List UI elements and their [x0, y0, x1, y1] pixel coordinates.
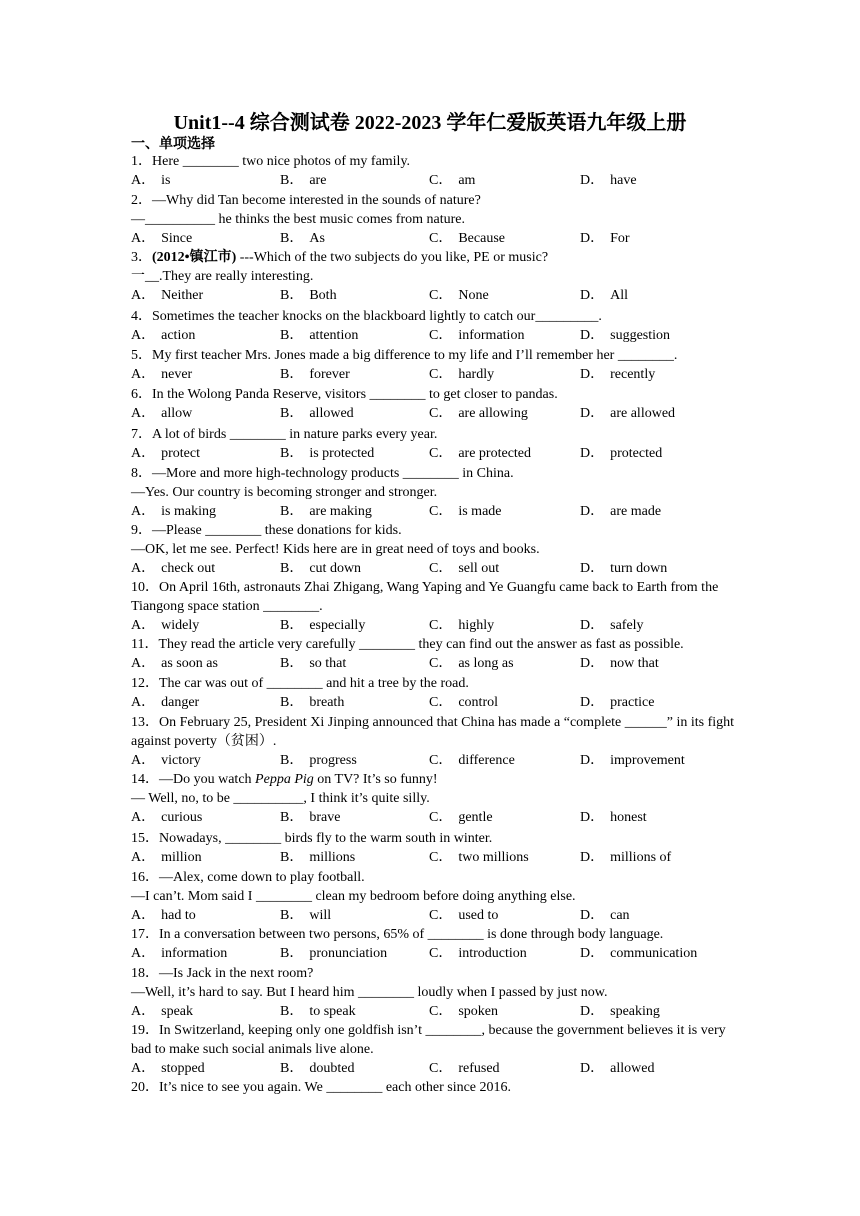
option-letter: C．	[429, 367, 453, 382]
option-letter: B．	[280, 946, 304, 961]
option-letter: D．	[580, 173, 605, 188]
option-d[interactable]	[580, 171, 637, 190]
option-a[interactable]	[131, 751, 201, 770]
question-text: 10．On April 16th, astronauts Zhai Zhigang, Wang Yaping and Ye Guangfu came back to Earth from the Tiangong space station ________.	[131, 580, 719, 614]
option-letter: D．	[580, 446, 605, 461]
option-letter: A．	[131, 1061, 156, 1076]
option-text: action	[161, 328, 196, 343]
option-d[interactable]	[580, 906, 630, 925]
option-letter: B．	[280, 231, 304, 246]
option-c[interactable]	[429, 502, 502, 521]
option-text: curious	[161, 810, 203, 825]
option-b[interactable]	[280, 616, 365, 635]
option-letter: A．	[131, 446, 156, 461]
option-text: Both	[309, 288, 337, 303]
section-heading: 一、单项选择	[131, 137, 215, 152]
option-text: pronunciation	[309, 946, 388, 961]
option-letter: C．	[429, 908, 453, 923]
option-a[interactable]	[131, 616, 199, 635]
option-letter: D．	[580, 504, 605, 519]
option-b[interactable]	[280, 1059, 354, 1078]
option-letter: D．	[580, 753, 605, 768]
option-letter: D．	[580, 850, 605, 865]
options-row	[131, 693, 736, 712]
options-row	[131, 848, 736, 867]
option-letter: C．	[429, 695, 453, 710]
option-b[interactable]	[280, 229, 325, 248]
question-text: 一__.They are really interesting.	[131, 269, 314, 284]
option-text: millions	[309, 850, 356, 865]
option-text: stopped	[161, 1061, 205, 1076]
question-text: 17．In a conversation between two persons, 65% of ________ is done through body language.	[131, 927, 664, 942]
option-d[interactable]	[580, 326, 670, 345]
option-text: had to	[161, 908, 196, 923]
option-c[interactable]	[429, 1002, 498, 1021]
option-d[interactable]	[580, 1059, 654, 1078]
option-text: are	[309, 173, 327, 188]
option-c[interactable]	[429, 693, 498, 712]
question-text: 9．—Please ________ these donations for kids.	[131, 523, 402, 538]
question-text: —Yes. Our country is becoming stronger and stronger.	[131, 485, 438, 500]
question-text: 16．—Alex, come down to play football.	[131, 870, 365, 885]
option-text: Neither	[161, 288, 204, 303]
options-row	[131, 326, 736, 345]
option-b[interactable]	[280, 654, 346, 673]
option-letter: A．	[131, 753, 156, 768]
option-letter: C．	[429, 231, 453, 246]
option-text: widely	[161, 618, 200, 633]
option-letter: B．	[280, 406, 304, 421]
option-letter: B．	[280, 908, 304, 923]
option-d[interactable]	[580, 286, 628, 305]
question-text: 13．On February 25, President Xi Jinping announced that China has made a “complete ______” in its fight against poverty（贫困）.	[131, 715, 735, 749]
source-tag: (2012•镇江市)	[152, 250, 237, 265]
option-c[interactable]	[429, 171, 475, 190]
option-letter: D．	[580, 367, 605, 382]
option-text: allowed	[309, 406, 354, 421]
question-text: 11．They read the article very carefully ________ they can find out the answer as fast as possible.	[131, 637, 684, 652]
option-text: now that	[610, 656, 659, 671]
option-letter: B．	[280, 656, 304, 671]
option-letter: A．	[131, 406, 156, 421]
question-text: —Well, it’s hard to say. But I heard him ________ loudly when I passed by just now.	[131, 985, 608, 1000]
option-letter: C．	[429, 753, 453, 768]
option-c[interactable]	[429, 229, 505, 248]
question-text: —I can’t. Mom said I ________ clean my bedroom before doing anything else.	[131, 889, 576, 904]
option-d[interactable]	[580, 444, 662, 463]
option-text: forever	[309, 367, 350, 382]
question-text: 20．It’s nice to see you again. We ________ each other since 2016.	[131, 1080, 512, 1095]
option-text: honest	[610, 810, 647, 825]
option-letter: A．	[131, 504, 156, 519]
option-text: to speak	[309, 1004, 356, 1019]
option-letter: A．	[131, 618, 156, 633]
option-c[interactable]	[429, 365, 494, 384]
option-text: as soon as	[161, 656, 218, 671]
option-letter: B．	[280, 504, 304, 519]
option-letter: D．	[580, 328, 605, 343]
option-a[interactable]	[131, 365, 192, 384]
option-b[interactable]	[280, 1002, 356, 1021]
option-b[interactable]	[280, 404, 354, 423]
option-letter: C．	[429, 946, 453, 961]
option-letter: C．	[429, 406, 453, 421]
option-letter: C．	[429, 1061, 453, 1076]
option-letter: B．	[280, 446, 304, 461]
question-text: 14．—Do you watch Peppa Pig on TV? It’s so funny!	[131, 772, 438, 787]
option-a[interactable]	[131, 286, 203, 305]
question-14	[131, 770, 736, 827]
option-c[interactable]	[429, 326, 524, 345]
question-text: 3．(2012•镇江市) ---Which of the two subjects do you like, PE or music?	[131, 250, 549, 265]
option-letter: C．	[429, 850, 453, 865]
question-3	[131, 248, 736, 305]
question-19	[131, 1021, 736, 1078]
question-4	[131, 307, 736, 345]
option-c[interactable]	[429, 286, 489, 305]
option-letter: C．	[429, 656, 453, 671]
option-text: cut down	[309, 561, 362, 576]
option-text: check out	[161, 561, 216, 576]
options-row	[131, 559, 736, 578]
option-c[interactable]	[429, 404, 528, 423]
option-text: practice	[610, 695, 655, 710]
options-row	[131, 808, 736, 827]
option-text: danger	[161, 695, 200, 710]
option-text: is	[161, 173, 171, 188]
option-letter: B．	[280, 561, 304, 576]
option-letter: C．	[429, 173, 453, 188]
option-d[interactable]	[580, 365, 655, 384]
option-letter: B．	[280, 328, 304, 343]
question-text: 19．In Switzerland, keeping only one goldfish isn’t ________, because the government believes it is very bad to make such social animals live alone.	[131, 1023, 726, 1057]
option-text: Since	[161, 231, 193, 246]
question-text: 7．A lot of birds ________ in nature parks every year.	[131, 427, 438, 442]
option-text: are allowed	[610, 406, 676, 421]
option-letter: D．	[580, 406, 605, 421]
option-text: millions of	[610, 850, 672, 865]
option-letter: A．	[131, 850, 156, 865]
question-text: 8．—More and more high-technology products ________ in China.	[131, 466, 514, 481]
option-text: information	[458, 328, 525, 343]
option-text: never	[161, 367, 193, 382]
option-text: spoken	[458, 1004, 499, 1019]
option-a[interactable]	[131, 654, 218, 673]
option-text: breath	[309, 695, 345, 710]
option-letter: D．	[580, 1004, 605, 1019]
question-text: —OK, let me see. Perfect! Kids here are in great need of toys and books.	[131, 542, 540, 557]
option-c[interactable]	[429, 444, 531, 463]
option-b[interactable]	[280, 906, 331, 925]
option-d[interactable]	[580, 944, 697, 963]
option-c[interactable]	[429, 848, 529, 867]
option-letter: A．	[131, 367, 156, 382]
options-row	[131, 616, 736, 635]
question-16	[131, 868, 736, 925]
option-text: allow	[161, 406, 193, 421]
options-row	[131, 906, 736, 925]
option-letter: C．	[429, 810, 453, 825]
option-text: so that	[309, 656, 347, 671]
option-letter: A．	[131, 1004, 156, 1019]
option-text: protect	[161, 446, 200, 461]
option-letter: C．	[429, 328, 453, 343]
option-d[interactable]	[580, 654, 659, 673]
options-row	[131, 404, 736, 423]
question-20	[131, 1078, 736, 1097]
option-letter: D．	[580, 288, 605, 303]
options-row	[131, 286, 736, 305]
question-text: 1．Here ________ two nice photos of my family.	[131, 154, 411, 169]
option-text: are making	[309, 504, 372, 519]
option-a[interactable]	[131, 1059, 205, 1078]
option-b[interactable]	[280, 444, 374, 463]
question-13	[131, 713, 736, 770]
option-letter: A．	[131, 656, 156, 671]
option-letter: C．	[429, 446, 453, 461]
option-a[interactable]	[131, 326, 195, 345]
option-b[interactable]	[280, 944, 387, 963]
question-11	[131, 635, 736, 673]
option-text: For	[610, 231, 630, 246]
option-a[interactable]	[131, 1002, 193, 1021]
option-c[interactable]	[429, 906, 498, 925]
option-text: used to	[458, 908, 499, 923]
option-letter: B．	[280, 1061, 304, 1076]
options-row	[131, 1059, 736, 1078]
option-d[interactable]	[580, 404, 675, 423]
option-letter: D．	[580, 231, 605, 246]
option-letter: A．	[131, 288, 156, 303]
option-text: are allowing	[458, 406, 528, 421]
option-text: especially	[309, 618, 366, 633]
option-letter: B．	[280, 850, 304, 865]
option-a[interactable]	[131, 502, 216, 521]
option-text: communication	[610, 946, 698, 961]
option-b[interactable]	[280, 751, 357, 770]
question-6	[131, 385, 736, 423]
option-text: refused	[458, 1061, 500, 1076]
option-c[interactable]	[429, 751, 515, 770]
option-a[interactable]	[131, 848, 202, 867]
options-row	[131, 229, 736, 248]
option-text: is made	[458, 504, 502, 519]
option-a[interactable]	[131, 404, 192, 423]
option-text: turn down	[610, 561, 668, 576]
option-b[interactable]	[280, 693, 344, 712]
option-a[interactable]	[131, 944, 227, 963]
option-text: hardly	[458, 367, 495, 382]
option-text: speak	[161, 1004, 194, 1019]
option-letter: A．	[131, 173, 156, 188]
option-d[interactable]	[580, 616, 644, 635]
question-text: 4．Sometimes the teacher knocks on the blackboard lightly to catch our_________.	[131, 309, 602, 324]
option-text: is making	[161, 504, 216, 519]
option-letter: B．	[280, 288, 304, 303]
option-a[interactable]	[131, 171, 170, 190]
question-text: 2．—Why did Tan become interested in the sounds of nature?	[131, 193, 481, 208]
option-letter: A．	[131, 908, 156, 923]
option-text: sell out	[458, 561, 500, 576]
option-text: improvement	[610, 753, 685, 768]
option-letter: B．	[280, 753, 304, 768]
option-c[interactable]	[429, 654, 514, 673]
options-row	[131, 1002, 736, 1021]
option-b[interactable]	[280, 848, 355, 867]
option-letter: D．	[580, 618, 605, 633]
option-b[interactable]	[280, 559, 361, 578]
option-text: doubted	[309, 1061, 355, 1076]
option-text: progress	[309, 753, 357, 768]
option-text: is protected	[309, 446, 375, 461]
option-d[interactable]	[580, 1002, 660, 1021]
option-text: attention	[309, 328, 359, 343]
option-text: million	[161, 850, 202, 865]
option-d[interactable]	[580, 693, 654, 712]
option-c[interactable]	[429, 808, 493, 827]
question-12	[131, 674, 736, 712]
option-letter: B．	[280, 173, 304, 188]
option-c[interactable]	[429, 559, 499, 578]
options-row	[131, 365, 736, 384]
option-letter: D．	[580, 695, 605, 710]
option-b[interactable]	[280, 365, 350, 384]
option-text: information	[161, 946, 228, 961]
option-letter: D．	[580, 810, 605, 825]
options-row	[131, 444, 736, 463]
option-letter: C．	[429, 504, 453, 519]
options-row	[131, 502, 736, 521]
option-text: will	[309, 908, 332, 923]
option-c[interactable]	[429, 616, 494, 635]
option-b[interactable]	[280, 286, 337, 305]
option-text: protected	[610, 446, 663, 461]
option-text: introduction	[458, 946, 527, 961]
option-letter: A．	[131, 561, 156, 576]
option-a[interactable]	[131, 693, 199, 712]
option-letter: D．	[580, 908, 605, 923]
option-letter: C．	[429, 1004, 453, 1019]
question-15	[131, 829, 736, 867]
option-letter: A．	[131, 810, 156, 825]
question-10	[131, 578, 736, 635]
question-text: — Well, no, to be __________, I think it’s quite silly.	[131, 791, 430, 806]
option-b[interactable]	[280, 326, 358, 345]
option-a[interactable]	[131, 559, 215, 578]
option-letter: B．	[280, 1004, 304, 1019]
option-letter: B．	[280, 367, 304, 382]
option-letter: A．	[131, 231, 156, 246]
option-text: Because	[458, 231, 505, 246]
options-row	[131, 171, 736, 190]
option-letter: B．	[280, 695, 304, 710]
option-a[interactable]	[131, 444, 200, 463]
question-text: 18．—Is Jack in the next room?	[131, 966, 314, 981]
option-text: two millions	[458, 850, 529, 865]
option-d[interactable]	[580, 229, 630, 248]
option-letter: B．	[280, 810, 304, 825]
option-letter: C．	[429, 561, 453, 576]
option-letter: A．	[131, 946, 156, 961]
question-7	[131, 425, 736, 463]
option-c[interactable]	[429, 1059, 500, 1078]
option-text: victory	[161, 753, 201, 768]
option-b[interactable]	[280, 502, 372, 521]
option-letter: D．	[580, 946, 605, 961]
option-a[interactable]	[131, 906, 196, 925]
option-text: difference	[458, 753, 515, 768]
option-text: control	[458, 695, 498, 710]
option-text: None	[458, 288, 489, 303]
options-row	[131, 751, 736, 770]
option-c[interactable]	[429, 944, 527, 963]
option-text: As	[309, 231, 325, 246]
question-text: 6．In the Wolong Panda Reserve, visitors ________ to get closer to pandas.	[131, 387, 558, 402]
option-d[interactable]	[580, 848, 671, 867]
option-d[interactable]	[580, 751, 685, 770]
question-17	[131, 925, 736, 963]
question-9	[131, 521, 736, 578]
option-text: All	[610, 288, 629, 303]
question-8	[131, 464, 736, 521]
option-b[interactable]	[280, 171, 326, 190]
question-text: 5．My first teacher Mrs. Jones made a big difference to my life and I’ll remember her ________.	[131, 348, 678, 363]
option-d[interactable]	[580, 808, 647, 827]
option-text: highly	[458, 618, 495, 633]
options-row	[131, 654, 736, 673]
option-d[interactable]	[580, 559, 667, 578]
option-text: have	[610, 173, 637, 188]
option-text: can	[610, 908, 630, 923]
question-text: —__________ he thinks the best music comes from nature.	[131, 212, 465, 227]
option-text: gentle	[458, 810, 493, 825]
question-2	[131, 191, 736, 248]
option-text: safely	[610, 618, 644, 633]
question-5	[131, 346, 736, 384]
option-letter: D．	[580, 656, 605, 671]
option-a[interactable]	[131, 808, 202, 827]
option-text: am	[458, 173, 476, 188]
option-a[interactable]	[131, 229, 192, 248]
option-text: as long as	[458, 656, 514, 671]
option-text: are made	[610, 504, 662, 519]
show-title: Peppa Pig	[255, 772, 314, 787]
question-1	[131, 152, 736, 190]
question-18	[131, 964, 736, 1021]
option-letter: D．	[580, 561, 605, 576]
option-text: recently	[610, 367, 656, 382]
question-text: 12．The car was out of ________ and hit a tree by the road.	[131, 676, 469, 691]
option-letter: B．	[280, 618, 304, 633]
page-title: Unit1--4 综合测试卷 2022-2023 学年仁爱版英语九年级上册	[173, 112, 687, 134]
option-letter: A．	[131, 328, 156, 343]
option-text: brave	[309, 810, 341, 825]
option-d[interactable]	[580, 502, 661, 521]
option-letter: D．	[580, 1061, 605, 1076]
question-text: 15．Nowadays, ________ birds fly to the warm south in winter.	[131, 831, 493, 846]
option-text: are protected	[458, 446, 532, 461]
options-row	[131, 944, 736, 963]
option-letter: C．	[429, 288, 453, 303]
option-letter: A．	[131, 695, 156, 710]
option-text: speaking	[610, 1004, 660, 1019]
option-letter: C．	[429, 618, 453, 633]
option-text: allowed	[610, 1061, 655, 1076]
option-b[interactable]	[280, 808, 340, 827]
option-text: suggestion	[610, 328, 671, 343]
